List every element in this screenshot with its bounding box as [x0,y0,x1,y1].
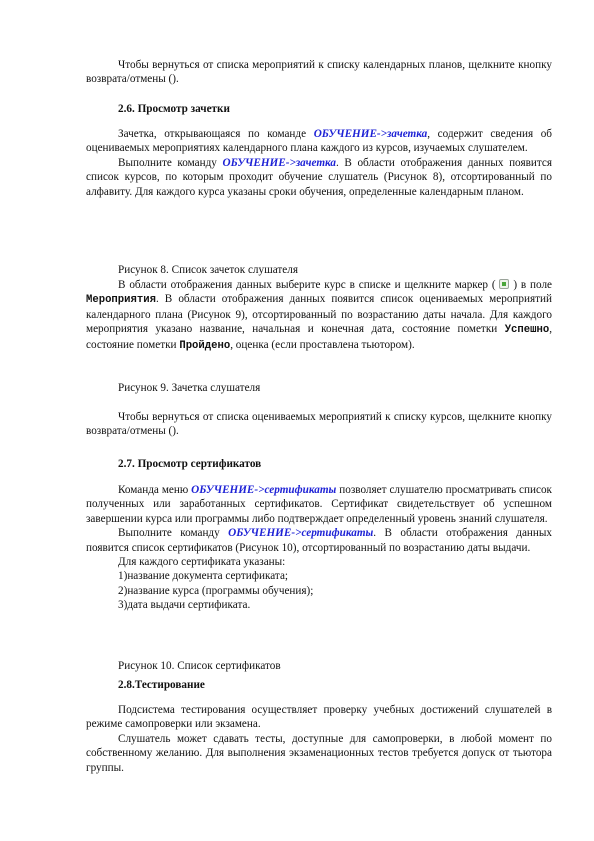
execute-gradebook-paragraph: Выполните команду ОБУЧЕНИЕ->зачетка. В области отображения данных появится список курсов, по которым проходит обучение слушатель (Рисунок 8), отсортированный по алфавиту. Для каждого курса указаны сроки обучения, определенные календарным планом. [86,156,552,198]
section-2-6-heading: 2.6. Просмотр зачетки [118,103,230,115]
command-gradebook: ОБУЧЕНИЕ->зачетка [313,128,428,140]
return-to-courses-paragraph: Чтобы вернуться от списка оцениваемых мероприятий к списку курсов, щелкните кнопку возврата/отмены (). [86,411,552,438]
section-2-7-heading: 2.7. Просмотр сертификатов [118,458,262,470]
gradebook-paragraph: Зачетка, открывающаяся по команде ОБУЧЕНИЕ->зачетка, содержит сведения об оцениваемых мероприятиях календарного плана каждого из курсов, изучаемых слушателем. [86,128,552,155]
list-item: 2)название курса (программы обучения); [118,584,314,597]
figure-9-caption: Рисунок 9. Зачетка слушателя [118,382,261,394]
command-certificates: ОБУЧЕНИЕ->сертификаты [191,484,337,496]
expand-marker-icon [499,279,509,289]
figure-10-caption: Рисунок 10. Список сертификатов [118,660,281,672]
list-item: 3)дата выдачи сертификата. [118,599,251,612]
list-intro: Для каждого сертификата указаны: [118,556,286,569]
flag-success: Успешно [504,324,550,337]
section-2-8-heading: 2.8.Тестирование [118,679,205,691]
self-check-paragraph: Слушатель может сдавать тесты, доступные для самопроверки, в любой момент по собственному желанию. Для выполнения экзаменационных тестов требуется допуск от тьютора группы. [86,732,552,774]
section-2-6-intro [86,127,552,199]
execute-certificates-paragraph: Выполните команду ОБУЧЕНИЕ->сертификаты. В области отображения данных появится список сертификатов (Рисунок 10), отсортированный по возрастанию даты выдачи. [86,527,552,554]
figure-8-caption: Рисунок 8. Список зачеток слушателя [118,264,298,276]
select-course-paragraph: В области отображения данных выберите курс в списке и щелкните маркер ( ) в поле Мероприятия. В области отображения данных появится список оцениваемых мероприятий календарного плана (Рисунок 9), отсортированный по возрастанию даты начала. Для каждого мероприятия указано название, начальная и конечная дата, состояние пометки Успешно, состояние пометки Пройдено, оценка (если проставлена тьютором). [86,279,553,352]
list-item: 1)название документа сертификата; [118,570,289,583]
testing-paragraph: Подсистема тестирования осуществляет проверку учебных достижений слушателей в режиме самопроверки или экзамена. [86,704,552,731]
return-paragraph: Чтобы вернуться от списка мероприятий к списку календарных планов, щелкните кнопку возврата/отмены (). [86,59,552,86]
flag-passed: Пройдено [179,339,231,352]
certificates-paragraph: Команда меню ОБУЧЕНИЕ->сертификаты позволяет слушателю просматривать список полученных или заработанных сертификатов. Сертификат свидетельствует об успешном завершении курса или программы либо подтверждает определенный уровень знаний слушателя. [86,484,552,525]
section-2-7-body [86,483,552,613]
command-gradebook-2: ОБУЧЕНИЕ->зачетка [222,156,337,169]
field-events: Мероприятия [86,294,156,307]
command-certificates-2: ОБУЧЕНИЕ->сертификаты [228,527,374,540]
section-2-8-body [86,703,552,775]
